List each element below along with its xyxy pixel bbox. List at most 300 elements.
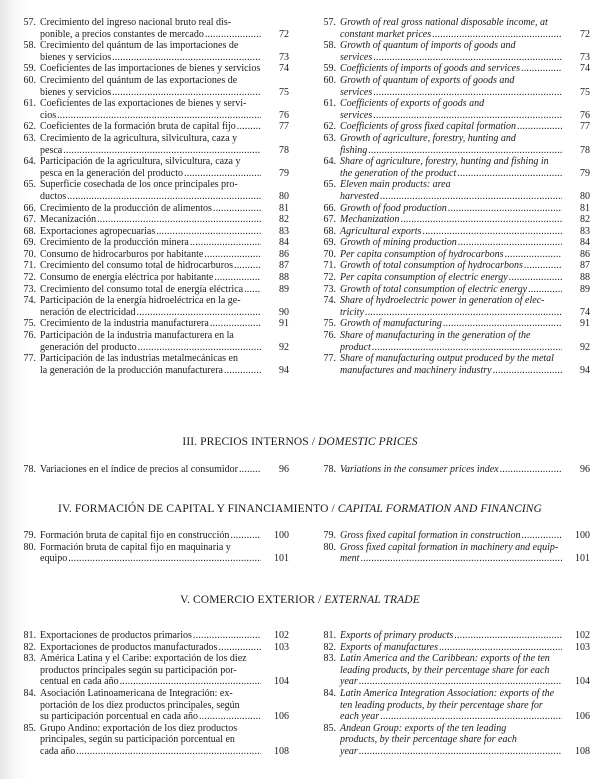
entry-title-line: Participación de la industria manufacturera en la	[40, 330, 234, 342]
dot-leader	[239, 464, 261, 476]
dot-leader	[237, 121, 261, 133]
entry-number: 82.	[323, 641, 336, 653]
entry-number: 69.	[323, 237, 336, 249]
page-number: 103	[575, 641, 590, 653]
entry-title-line: Growth of manufacturing	[340, 318, 442, 330]
entry-title-line: ten leading products, by their percentage share for	[340, 699, 543, 711]
entry-number: 66.	[323, 202, 336, 214]
entry-number: 63.	[323, 132, 336, 144]
toc-entry-english[interactable]	[312, 249, 590, 261]
entry-number: 85.	[23, 722, 36, 734]
entry-title-last-line	[340, 630, 562, 642]
entry-title-last-line	[340, 145, 562, 157]
toc-entry-spanish[interactable]	[12, 63, 289, 75]
toc-entry-spanish[interactable]	[12, 260, 289, 272]
entry-number: 79.	[23, 530, 36, 541]
entry-title-line: Exportaciones de productos manufacturados	[40, 641, 218, 653]
entry-title-last-line	[40, 530, 261, 542]
dot-leader	[214, 272, 261, 284]
entry-number: 60.	[323, 74, 336, 86]
entry-title-line: Participación de la energía hidroeléctrica en la ge-	[40, 295, 241, 307]
entry-title-line: Per capita consumption of hydrocarbons	[340, 248, 504, 260]
entry-number: 82.	[23, 641, 36, 653]
page-number: 108	[274, 745, 289, 757]
toc-entry-spanish[interactable]	[12, 318, 289, 330]
toc-entry-spanish[interactable]	[12, 17, 289, 40]
page-number: 73	[580, 51, 590, 63]
page-number: 79	[580, 167, 590, 179]
entry-title-line: neración de electricidad	[40, 306, 136, 318]
entry-number: 59.	[23, 63, 36, 75]
entry-number: 62.	[23, 121, 36, 133]
page-number: 73	[279, 51, 289, 63]
entry-number: 70.	[23, 248, 36, 260]
entry-title-last-line	[40, 464, 261, 476]
toc-entry-english[interactable]	[312, 723, 590, 758]
entry-title-line: Latin America Integration Association: exports of the	[340, 687, 555, 699]
toc-entry-english[interactable]	[312, 353, 590, 376]
toc-entry-english[interactable]	[312, 226, 590, 238]
page-number: 87	[279, 260, 289, 272]
entry-title-line: Grupo Andino: exportación de los diez productos	[40, 722, 238, 734]
toc-entry-english[interactable]	[312, 318, 590, 330]
toc-entry-spanish[interactable]	[12, 642, 289, 654]
section-heading	[0, 594, 600, 606]
entry-title-line: Crecimiento de la producción de alimentos	[40, 202, 212, 214]
dot-leader	[457, 168, 562, 180]
toc-entry-english[interactable]	[312, 272, 590, 284]
entry-title-last-line	[40, 260, 261, 272]
page-number: 80	[279, 190, 289, 202]
entry-title-last-line	[40, 145, 261, 157]
page-number: 81	[279, 202, 289, 214]
entry-title-line: each year	[340, 711, 380, 723]
toc-entry-english[interactable]	[312, 75, 590, 98]
dot-leader	[184, 168, 261, 180]
entry-title-last-line	[340, 191, 562, 203]
entry-title-last-line	[40, 746, 261, 758]
toc-entry-spanish[interactable]	[12, 156, 289, 179]
entry-title-line: services	[340, 51, 373, 63]
page-number: 86	[279, 248, 289, 260]
entry-title-last-line	[40, 307, 261, 319]
entry-title-last-line	[40, 249, 261, 261]
entry-title-line: Mechanization	[340, 214, 400, 226]
entry-title-last-line	[340, 87, 562, 99]
entry-title-line: Formación bruta de capital fijo en construcción	[40, 530, 230, 541]
toc-entry-english[interactable]	[312, 63, 590, 75]
entry-number: 75.	[23, 318, 36, 330]
entry-title-line: year	[340, 676, 358, 688]
entry-title-line: Share of hydroelectric power in generation of elec-	[340, 295, 545, 307]
entry-number: 58.	[23, 40, 36, 52]
entry-title-line: fishing	[340, 144, 368, 156]
entry-number: 69.	[23, 237, 36, 249]
page-number: 90	[279, 306, 289, 318]
toc-entry-english[interactable]	[312, 464, 590, 476]
entry-title-last-line	[40, 168, 261, 180]
dot-leader	[509, 272, 562, 284]
entry-title-line: bienes y servicios	[40, 86, 112, 98]
entry-number: 74.	[323, 295, 336, 307]
entry-number: 66.	[23, 202, 36, 214]
toc-entry-english[interactable]	[312, 688, 590, 723]
entry-title-line: Variations in the consumer prices index	[340, 464, 499, 475]
entry-title-line: Per capita consumption of electric energy	[340, 272, 508, 284]
toc-entry-english[interactable]	[312, 17, 590, 40]
entry-number: 65.	[323, 179, 336, 191]
dot-leader	[521, 530, 562, 542]
toc-entry-english[interactable]	[312, 284, 590, 296]
toc-entry-english[interactable]	[312, 179, 590, 202]
page-number: 74	[580, 63, 590, 75]
entry-title-line: bienes y servicios	[40, 51, 112, 63]
toc-entry-english[interactable]	[312, 98, 590, 121]
entry-title-last-line	[340, 365, 562, 377]
entry-title-line: Agricultural exports	[340, 225, 422, 237]
entry-title-line: Growth of real gross national disposable income, at	[340, 17, 548, 28]
toc-entry-spanish[interactable]	[12, 133, 289, 156]
toc-entry-spanish[interactable]	[12, 530, 289, 542]
entry-title-last-line	[340, 110, 562, 122]
toc-entry-spanish[interactable]	[12, 723, 289, 758]
toc-entry-spanish[interactable]	[12, 653, 289, 688]
page-number: 96	[279, 464, 289, 475]
toc-entry-spanish[interactable]	[12, 464, 289, 476]
page-number: 104	[575, 676, 590, 688]
entry-title-last-line	[40, 29, 261, 41]
toc-entry-english[interactable]	[312, 653, 590, 688]
dot-leader	[380, 191, 562, 203]
page-number: 72	[279, 28, 289, 40]
page-number: 108	[575, 745, 590, 757]
toc-entry-spanish[interactable]	[12, 630, 289, 642]
entry-number: 77.	[323, 353, 336, 365]
entry-title-line: Crecimiento del consumo total de energía eléctrica	[40, 283, 244, 295]
toc-entry-english[interactable]	[312, 260, 590, 272]
entry-title-line: cada año	[40, 745, 76, 757]
entry-title-last-line	[340, 168, 562, 180]
section-heading	[0, 436, 600, 448]
entry-title-line: Growth of total consumption of electric energy	[340, 283, 528, 295]
page-number: 83	[279, 225, 289, 237]
dot-leader	[432, 29, 562, 41]
entry-title-line: Share of manufacturing output produced by the metal	[340, 353, 554, 365]
entry-title-line: Participación de las industrias metalmecánicas en	[40, 353, 238, 365]
dot-leader	[68, 553, 261, 565]
entry-title-last-line	[340, 342, 562, 354]
english-column	[312, 464, 590, 476]
spanish-column	[12, 17, 289, 376]
entry-number: 67.	[323, 214, 336, 226]
entry-title-last-line	[40, 711, 261, 723]
entry-title-last-line	[40, 110, 261, 122]
dot-leader	[67, 191, 261, 203]
entry-number: 59.	[323, 63, 336, 75]
entry-number: 83.	[23, 653, 36, 665]
dot-leader	[204, 249, 261, 261]
section-heading	[0, 503, 600, 515]
page-number: 77	[580, 121, 590, 133]
dot-leader	[505, 249, 562, 261]
entry-number: 81.	[323, 630, 336, 641]
entry-title-line: Mecanización	[40, 214, 97, 226]
toc-entry-spanish[interactable]	[12, 272, 289, 284]
dot-leader	[138, 342, 261, 354]
entry-number: 72.	[323, 272, 336, 284]
entry-number: 68.	[23, 225, 36, 237]
dot-leader	[521, 63, 562, 75]
entry-title-line: Exports of primary products	[340, 630, 454, 641]
entry-title-line: Coefficients of gross fixed capital formation	[340, 121, 517, 133]
page-number: 82	[580, 214, 590, 226]
toc-entry-spanish[interactable]	[12, 688, 289, 723]
toc-entry-english[interactable]	[312, 40, 590, 63]
dot-leader	[205, 29, 261, 41]
dot-leader	[439, 642, 562, 654]
page-number: 89	[279, 283, 289, 295]
spanish-column	[12, 630, 289, 758]
entry-title-last-line	[40, 553, 261, 565]
entry-title-last-line	[40, 226, 261, 238]
english-column	[312, 630, 590, 758]
entry-title-line: Participación de la agricultura, silvicultura, caza y	[40, 156, 241, 168]
toc-entry-english[interactable]	[312, 133, 590, 156]
entry-number: 77.	[23, 353, 36, 365]
dot-leader	[190, 237, 261, 249]
entry-title-last-line	[340, 711, 562, 723]
toc-entry-spanish[interactable]	[12, 75, 289, 98]
dot-leader	[112, 87, 261, 99]
entry-title-line: Growth of food production	[340, 202, 447, 214]
entry-title-line: equipo	[40, 553, 68, 565]
entry-title-last-line	[340, 676, 562, 688]
dot-leader	[373, 52, 562, 64]
toc-entry-english[interactable]	[312, 542, 590, 565]
toc-entry-english[interactable]	[312, 203, 590, 215]
entry-title-last-line	[340, 307, 562, 319]
page-number: 86	[580, 248, 590, 260]
toc-entry-english[interactable]	[312, 156, 590, 179]
dot-leader	[213, 203, 261, 215]
toc-entry-english[interactable]	[312, 530, 590, 542]
page-number: 101	[274, 553, 289, 565]
entry-title-line: Growth of agriculture, forestry, hunting and	[340, 132, 516, 144]
entry-title-line: Superficie cosechada de los once principales pro-	[40, 179, 238, 191]
dot-leader	[76, 746, 261, 758]
toc-entry-english[interactable]	[312, 214, 590, 226]
entry-number: 73.	[323, 283, 336, 295]
entry-title-last-line	[340, 52, 562, 64]
entry-number: 73.	[23, 283, 36, 295]
dot-leader	[400, 214, 562, 226]
entry-number: 67.	[23, 214, 36, 226]
entry-number: 65.	[23, 179, 36, 191]
entry-number: 84.	[23, 687, 36, 699]
dot-leader	[360, 553, 562, 565]
toc-entry-spanish[interactable]	[12, 98, 289, 121]
entry-title-line: Coefficients of exports of goods and	[340, 98, 485, 110]
entry-title-last-line	[40, 365, 261, 377]
toc-entry-english[interactable]	[312, 642, 590, 654]
toc-entry-spanish[interactable]	[12, 179, 289, 202]
toc-entry-english[interactable]	[312, 295, 590, 318]
toc-entry-spanish[interactable]	[12, 214, 289, 226]
dot-leader	[112, 52, 261, 64]
page-number: 77	[279, 121, 289, 133]
entry-title-line: Crecimiento del quántum de las exportaciones de	[40, 74, 238, 86]
toc-entry-spanish[interactable]	[12, 542, 289, 565]
page-number: 75	[580, 86, 590, 98]
dot-leader	[372, 342, 562, 354]
entry-number: 72.	[23, 272, 36, 284]
entry-title-line: services	[340, 109, 373, 121]
entry-number: 75.	[323, 318, 336, 330]
page-number: 81	[580, 202, 590, 214]
dot-leader	[218, 642, 261, 654]
toc-entry-english[interactable]	[312, 330, 590, 353]
entry-number: 71.	[23, 260, 36, 272]
entry-title-line: ment	[340, 553, 360, 565]
entry-title-last-line	[340, 553, 562, 565]
entry-title-last-line	[340, 121, 562, 133]
entry-title-line: Coeficientes de las exportaciones de bienes y servi-	[40, 98, 247, 110]
entry-title-line: Eleven main products: area	[340, 179, 451, 191]
dot-leader	[368, 145, 562, 157]
dot-leader	[120, 676, 261, 688]
entry-number: 61.	[323, 98, 336, 110]
entry-title-last-line	[340, 249, 562, 261]
entry-title-line: portación de los diez productos principales, según	[40, 699, 240, 711]
entry-title-line: Asociación Latinoamericana de Integración: ex-	[40, 687, 233, 699]
entry-title-line: Coeficientes de la formación bruta de capital fijo	[40, 121, 236, 133]
entry-title-line: Gross fixed capital formation in machinery and equip-	[340, 541, 559, 553]
entry-title-last-line	[40, 237, 261, 249]
entry-number: 60.	[23, 74, 36, 86]
entry-number: 58.	[323, 40, 336, 52]
dot-leader	[193, 630, 261, 642]
toc-entry-spanish[interactable]	[12, 226, 289, 238]
toc-entry-spanish[interactable]	[12, 121, 289, 133]
entry-title-last-line	[40, 318, 261, 330]
entry-number: 81.	[23, 630, 36, 641]
page-number: 92	[580, 341, 590, 353]
english-column	[312, 530, 590, 565]
entry-title-line: Gross fixed capital formation in construction	[340, 530, 521, 541]
page-number: 79	[279, 167, 289, 179]
toc-entry-english[interactable]	[312, 237, 590, 249]
toc-entry-spanish[interactable]	[12, 40, 289, 63]
page-number: 88	[279, 272, 289, 284]
toc-entry-english[interactable]	[312, 121, 590, 133]
entry-title-line: Exports of manufactures	[340, 641, 438, 653]
entry-number: 63.	[23, 132, 36, 144]
entry-title-line: Crecimiento de la industria manufacturera	[40, 318, 209, 330]
entry-title-line: product	[340, 341, 371, 353]
entry-number: 79.	[323, 530, 336, 541]
toc-entry-spanish[interactable]	[12, 295, 289, 318]
entry-title-line: Share of manufacturing in the generation of the	[340, 330, 531, 342]
entry-title-last-line	[340, 642, 562, 654]
entry-title-line: Growth of total consumption of hydrocarbons	[340, 260, 523, 272]
page-number: 76	[580, 109, 590, 121]
entry-title-line: Consumo de energía eléctrica por habitante	[40, 272, 214, 284]
entry-title-line: Growth of quantum of imports of goods and	[340, 40, 516, 52]
page-number: 74	[580, 306, 590, 318]
page-number: 76	[279, 109, 289, 121]
entry-title-line: pesca	[40, 144, 63, 156]
entry-title-line: Latin America and the Caribbean: exports of the ten	[340, 653, 550, 665]
toc-entry-spanish[interactable]	[12, 330, 289, 353]
entry-title-last-line	[340, 464, 562, 476]
entry-title-line: ponible, a precios constantes de mercado	[40, 28, 204, 40]
page-number: 84	[279, 237, 289, 249]
dot-leader	[422, 226, 562, 238]
entry-number: 64.	[323, 156, 336, 168]
entry-number: 74.	[23, 295, 36, 307]
page-number: 78	[580, 144, 590, 156]
section-title-en: DOMESTIC PRICES	[318, 436, 418, 448]
page-number: 102	[274, 630, 289, 641]
page-number: 89	[580, 283, 590, 295]
toc-entry-spanish[interactable]	[12, 353, 289, 376]
english-column	[312, 17, 590, 376]
section-title-en: CAPITAL FORMATION AND FINANCING	[337, 503, 542, 515]
dot-leader	[63, 145, 261, 157]
toc-entry-english[interactable]	[312, 630, 590, 642]
entry-title-last-line	[340, 530, 562, 542]
dot-leader	[373, 87, 562, 99]
entry-number: 83.	[323, 653, 336, 665]
page-number: 84	[580, 237, 590, 249]
page-number: 96	[580, 464, 590, 475]
entry-title-last-line	[340, 237, 562, 249]
dot-leader	[57, 110, 261, 122]
entry-number: 62.	[323, 121, 336, 133]
dot-leader	[244, 284, 261, 296]
entry-title-line: Formación bruta de capital fijo en maquinaria y	[40, 541, 231, 553]
page-number: 72	[580, 28, 590, 40]
entry-number: 64.	[23, 156, 36, 168]
entry-title-line: services	[340, 86, 373, 98]
entry-number: 70.	[323, 248, 336, 260]
toc-entry-spanish[interactable]	[12, 284, 289, 296]
toc-entry-spanish[interactable]	[12, 249, 289, 261]
toc-entry-spanish[interactable]	[12, 203, 289, 215]
entry-title-last-line	[40, 203, 261, 215]
entry-number: 57.	[23, 17, 36, 28]
entry-title-line: constant market prices	[340, 28, 432, 40]
entry-title-line: products, by their percentage share for each	[340, 734, 517, 746]
dot-leader	[458, 237, 562, 249]
toc-entry-spanish[interactable]	[12, 237, 289, 249]
entry-title-last-line	[340, 746, 562, 758]
page-number: 88	[580, 272, 590, 284]
entry-title-last-line	[40, 63, 261, 75]
entry-number: 76.	[323, 330, 336, 342]
entry-number: 57.	[323, 17, 336, 28]
entry-title-line: generación del producto	[40, 341, 137, 353]
entry-title-line: Crecimiento de la agricultura, silvicultura, caza y	[40, 132, 238, 144]
spanish-column	[12, 530, 289, 565]
entry-title-line: tricity	[340, 306, 364, 318]
entry-title-last-line	[340, 203, 562, 215]
entry-title-line: cios	[40, 109, 57, 121]
dot-leader	[97, 214, 261, 226]
entry-title-last-line	[340, 63, 562, 75]
entry-title-line: su participación porcentual en cada año	[40, 711, 198, 723]
entry-title-line: centual en cada año	[40, 676, 119, 688]
